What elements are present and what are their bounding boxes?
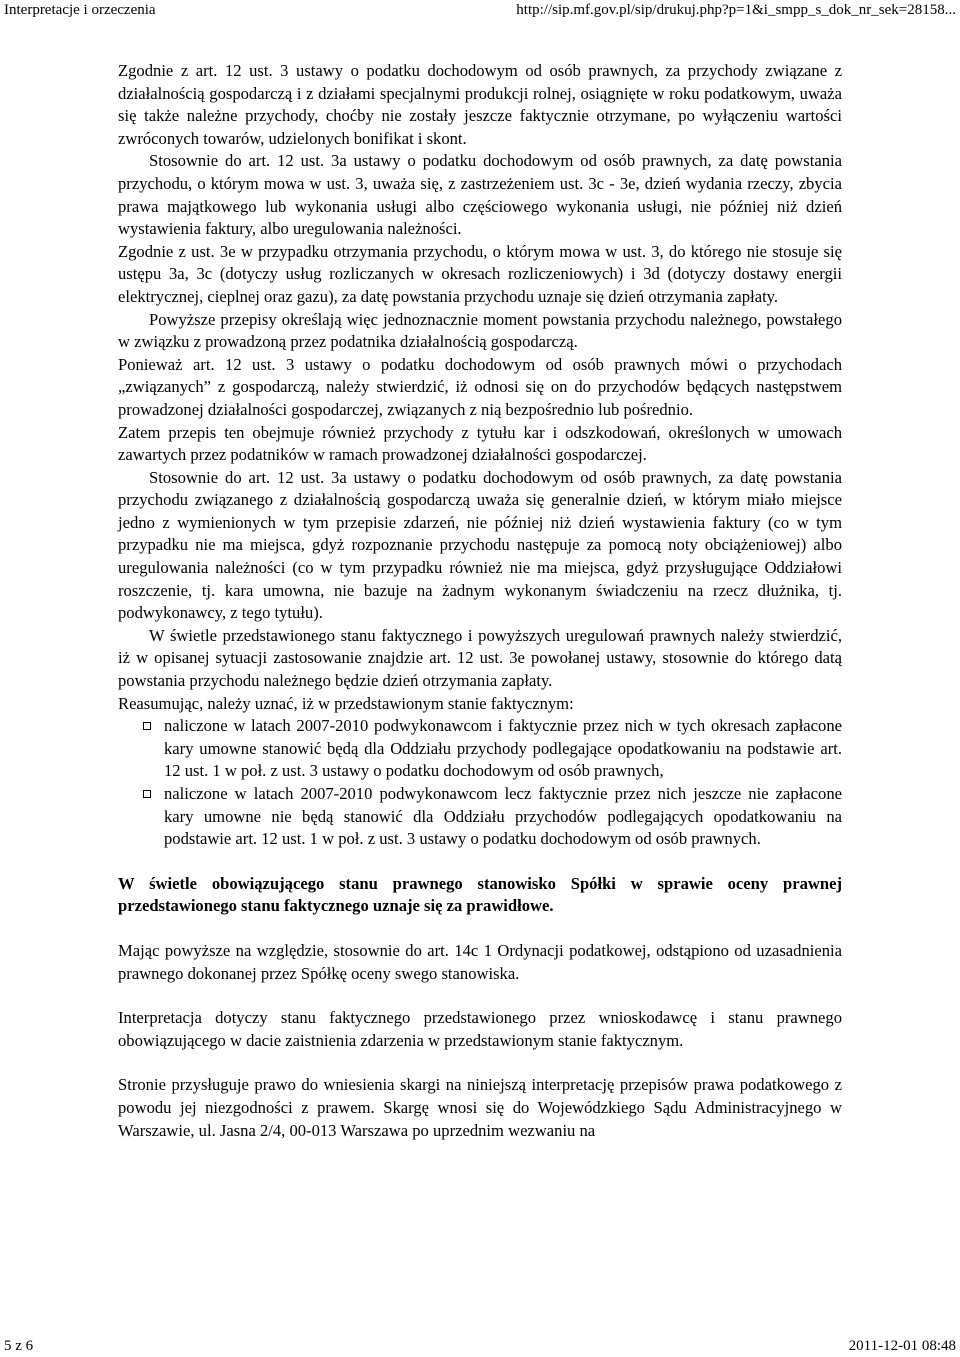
paragraph: Reasumując, należy uznać, iż w przedstawionym stanie faktycznym: — [118, 693, 574, 713]
header-title: Interpretacje i orzeczenia — [4, 2, 156, 18]
document-body — [118, 60, 842, 1142]
paragraph: Stronie przysługuje prawo do wniesienia skargi na niniejszą interpretację przepisów prawa podatkowego z powodu jej niezgodności z prawem. Skargę wnosi się do Wojewódzkiego Sądu Administracyjnego w Warszawie, ul. Jasna 2/4, 00-013 Warszawa po uprzednim wezwaniu na — [118, 1075, 842, 1140]
page-header — [0, 0, 960, 22]
list-item — [164, 715, 842, 783]
square-bullet-icon — [143, 790, 151, 798]
paragraph: Powyższe przepisy określają więc jednoznacznie moment powstania przychodu należnego, powstałego w związku z prowadzoną przez podatnika działalnością gospodarczą. — [118, 309, 842, 352]
paragraph: Mając powyższe na względzie, stosownie do art. 14c 1 Ordynacji podatkowej, odstąpiono od uzasadnienia prawnego dokonanej przez Spółkę oceny swego stanowiska. — [118, 940, 842, 983]
list-item-text: naliczone w latach 2007-2010 podwykonawcom i faktycznie przez nich w tych okresach zapłacone kary umowne stanowić będą dla Oddziału przychody podlegające opodatkowaniu na podstawie art. 12 ust. 1 w poł. z ust. 3 ustawy o podatku dochodowym od osób prawnych, — [164, 716, 842, 781]
paragraph: Stosownie do art. 12 ust. 3a ustawy o podatku dochodowym od osób prawnych, za datę powstania przychodu związanego z działalnością gospodarczą uważa się generalnie dzień, w którym miało miejsce jedno z wymienionych w tym przepisie zdarzeń, nie później niż dzień wystawienia faktury (co w tym przypadku nie ma miejsca, gdyż rozpoznanie przychodu następuje za pomocą noty obciążeniowej) albo uregulowania należności (co w tym przypadku również nie ma miejsca, gdyż przysługujące Oddziałowi roszczenie, tj. kara umowna, nie bazuje na żadnym wykonanym świadczeniu na rzecz dłużnika, tj. podwykonawcy, z tego tytułu). — [118, 467, 842, 623]
list-item — [164, 783, 842, 851]
paragraph: Stosownie do art. 12 ust. 3a ustawy o podatku dochodowym od osób prawnych, za datę powstania przychodu, o którym mowa w ust. 3, uważa się, z zastrzeżeniem ust. 3c - 3e, dzień wydania rzeczy, zbycia prawa majątkowego lub wykonania usługi albo częściowego wykonania usługi, nie później niż dzień wystawienia faktury, albo uregulowania należności. — [118, 151, 842, 239]
paragraph: W świetle przedstawionego stanu faktycznego i powyższych uregulowań prawnych należy stwierdzić, iż w opisanej sytuacji zastosowanie znajdzie art. 12 ust. 3e powołanej ustawy, stosownie do którego datą powstania przychodu należnego będzie dzień otrzymania zapłaty. — [118, 625, 842, 691]
paragraph: Zgodnie z art. 12 ust. 3 ustawy o podatku dochodowym od osób prawnych, za przychody związane z działalnością gospodarczą i z działami specjalnymi produkcji rolnej, osiągnięte w roku podatkowym, uważa się także należne przychody, choćby nie zostały jeszcze faktycznie otrzymane, po wyłączeniu wartości zwróconych towarów, udzielonych bonifikat i skont. — [118, 61, 842, 148]
list-item-text: naliczone w latach 2007-2010 podwykonawcom lecz faktycznie przez nich jeszcze nie zapłacone kary umowne nie będą stanowić dla Oddziału przychodów podlegających opodatkowaniu na podstawie art. 12 ust. 1 w poł. z ust. 3 ustawy o podatku dochodowym od osób prawnych. — [164, 784, 842, 849]
facts-list — [118, 715, 842, 851]
print-timestamp: 2011-12-01 08:48 — [848, 1338, 956, 1354]
paragraph: Ponieważ art. 12 ust. 3 ustawy o podatku dochodowym od osób prawnych mówi o przychodach „związanych” z gospodarczą, należy stwierdzić, iż odnosi się on do przychodów będących następstwem prowadzonej działalności gospodarczej, związanych z nią bezpośrednio lub pośrednio. — [118, 354, 842, 419]
paragraph: Interpretacja dotyczy stanu faktycznego przedstawionego przez wnioskodawcę i stanu prawnego obowiązującego w dacie zaistnienia zdarzenia w przedstawionym stanie faktycznym. — [118, 1008, 842, 1050]
conclusion: W świetle obowiązującego stanu prawnego stanowisko Spółki w sprawie oceny prawnej przedstawionego stanu faktycznego uznaje się za prawidłowe. — [118, 873, 842, 916]
square-bullet-icon — [143, 722, 151, 730]
page-number: 5 z 6 — [4, 1338, 34, 1354]
header-url: http://sip.mf.gov.pl/sip/drukuj.php?p=1&i_smpp_s_dok_nr_sek=28158... — [516, 2, 956, 18]
paragraph: Zgodnie z ust. 3e w przypadku otrzymania przychodu, o którym mowa w ust. 3, do którego nie stosuje się ustępu 3a, 3c (dotyczy usług rozliczanych w okresach rozliczeniowych) i 3d (dotyczy dostawy energii elektrycznej, cieplnej oraz gazu), za datę powstania przychodu uznaje się dzień otrzymania zapłaty. — [118, 241, 842, 306]
paragraph: Zatem przepis ten obejmuje również przychody z tytułu kar i odszkodowań, określonych w umowach zawartych przez podatników w ramach prowadzonej działalności gospodarczej. — [118, 422, 842, 465]
